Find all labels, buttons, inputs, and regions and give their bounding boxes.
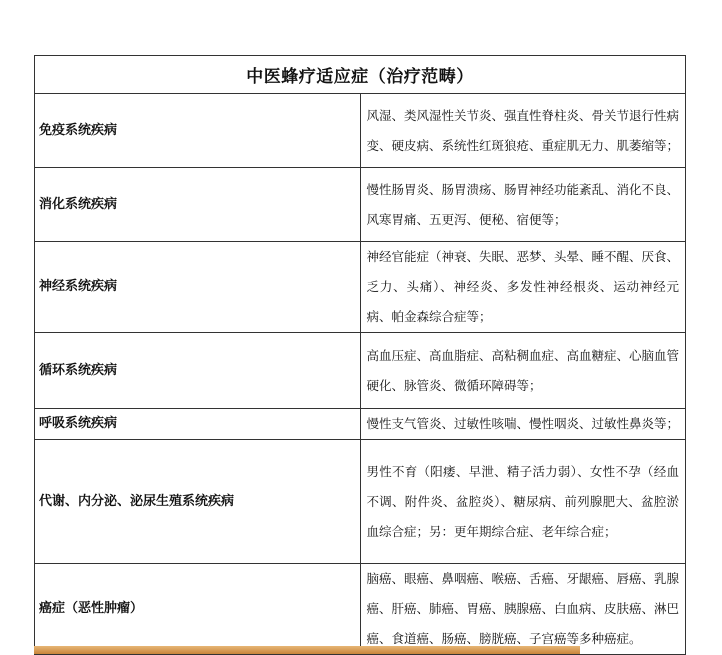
table-row — [35, 409, 686, 440]
category-circulatory: 循环系统疾病 — [35, 333, 361, 409]
table-row — [35, 242, 686, 333]
description-circulatory: 高血压症、高血脂症、高粘稠血症、高血糖症、心脑血管硬化、脉管炎、微循环障碍等； — [360, 333, 686, 409]
description-cancer: 脑癌、眼癌、鼻咽癌、喉癌、舌癌、牙龈癌、唇癌、乳腺癌、肝癌、肺癌、胃癌、胰腺癌、白血病、皮肤癌、淋巴癌、食道癌、肠癌、膀胱癌、子宫癌等多种癌症。 — [360, 564, 686, 655]
table-row — [35, 564, 686, 655]
category-cancer: 癌症（恶性肿瘤） — [35, 564, 361, 655]
category-metabolic: 代谢、内分泌、泌尿生殖系统疾病 — [35, 440, 361, 564]
category-nervous: 神经系统疾病 — [35, 242, 361, 333]
description-immune: 风湿、类风湿性关节炎、强直性脊柱炎、骨关节退行性病变、硬皮病、系统性红斑狼疮、重症肌无力、肌萎缩等； — [360, 94, 686, 168]
decorative-bottom-bar — [34, 646, 580, 654]
category-digestive: 消化系统疾病 — [35, 168, 361, 242]
table-title-row — [35, 56, 686, 94]
description-metabolic: 男性不育（阳痿、早泄、精子活力弱）、女性不孕（经血不调、附件炎、盆腔炎）、糖尿病、前列腺肥大、盆腔淤血综合症；另：更年期综合症、老年综合症； — [360, 440, 686, 564]
table-title: 中医蜂疗适应症（治疗范畴） — [35, 56, 686, 94]
category-immune: 免疫系统疾病 — [35, 94, 361, 168]
table-row — [35, 94, 686, 168]
description-nervous: 神经官能症（神衰、失眠、恶梦、头晕、睡不醒、厌食、乏力、头痛）、神经炎、多发性神经根炎、运动神经元病、帕金森综合症等； — [360, 242, 686, 333]
table-row — [35, 168, 686, 242]
category-respiratory: 呼吸系统疾病 — [35, 409, 361, 440]
table-row — [35, 333, 686, 409]
description-respiratory: 慢性支气管炎、过敏性咳喘、慢性咽炎、过敏性鼻炎等； — [360, 409, 686, 440]
table-row — [35, 440, 686, 564]
description-digestive: 慢性肠胃炎、肠胃溃疡、肠胃神经功能紊乱、消化不良、风寒胃痛、五更泻、便秘、宿便等； — [360, 168, 686, 242]
indications-table — [34, 55, 686, 655]
